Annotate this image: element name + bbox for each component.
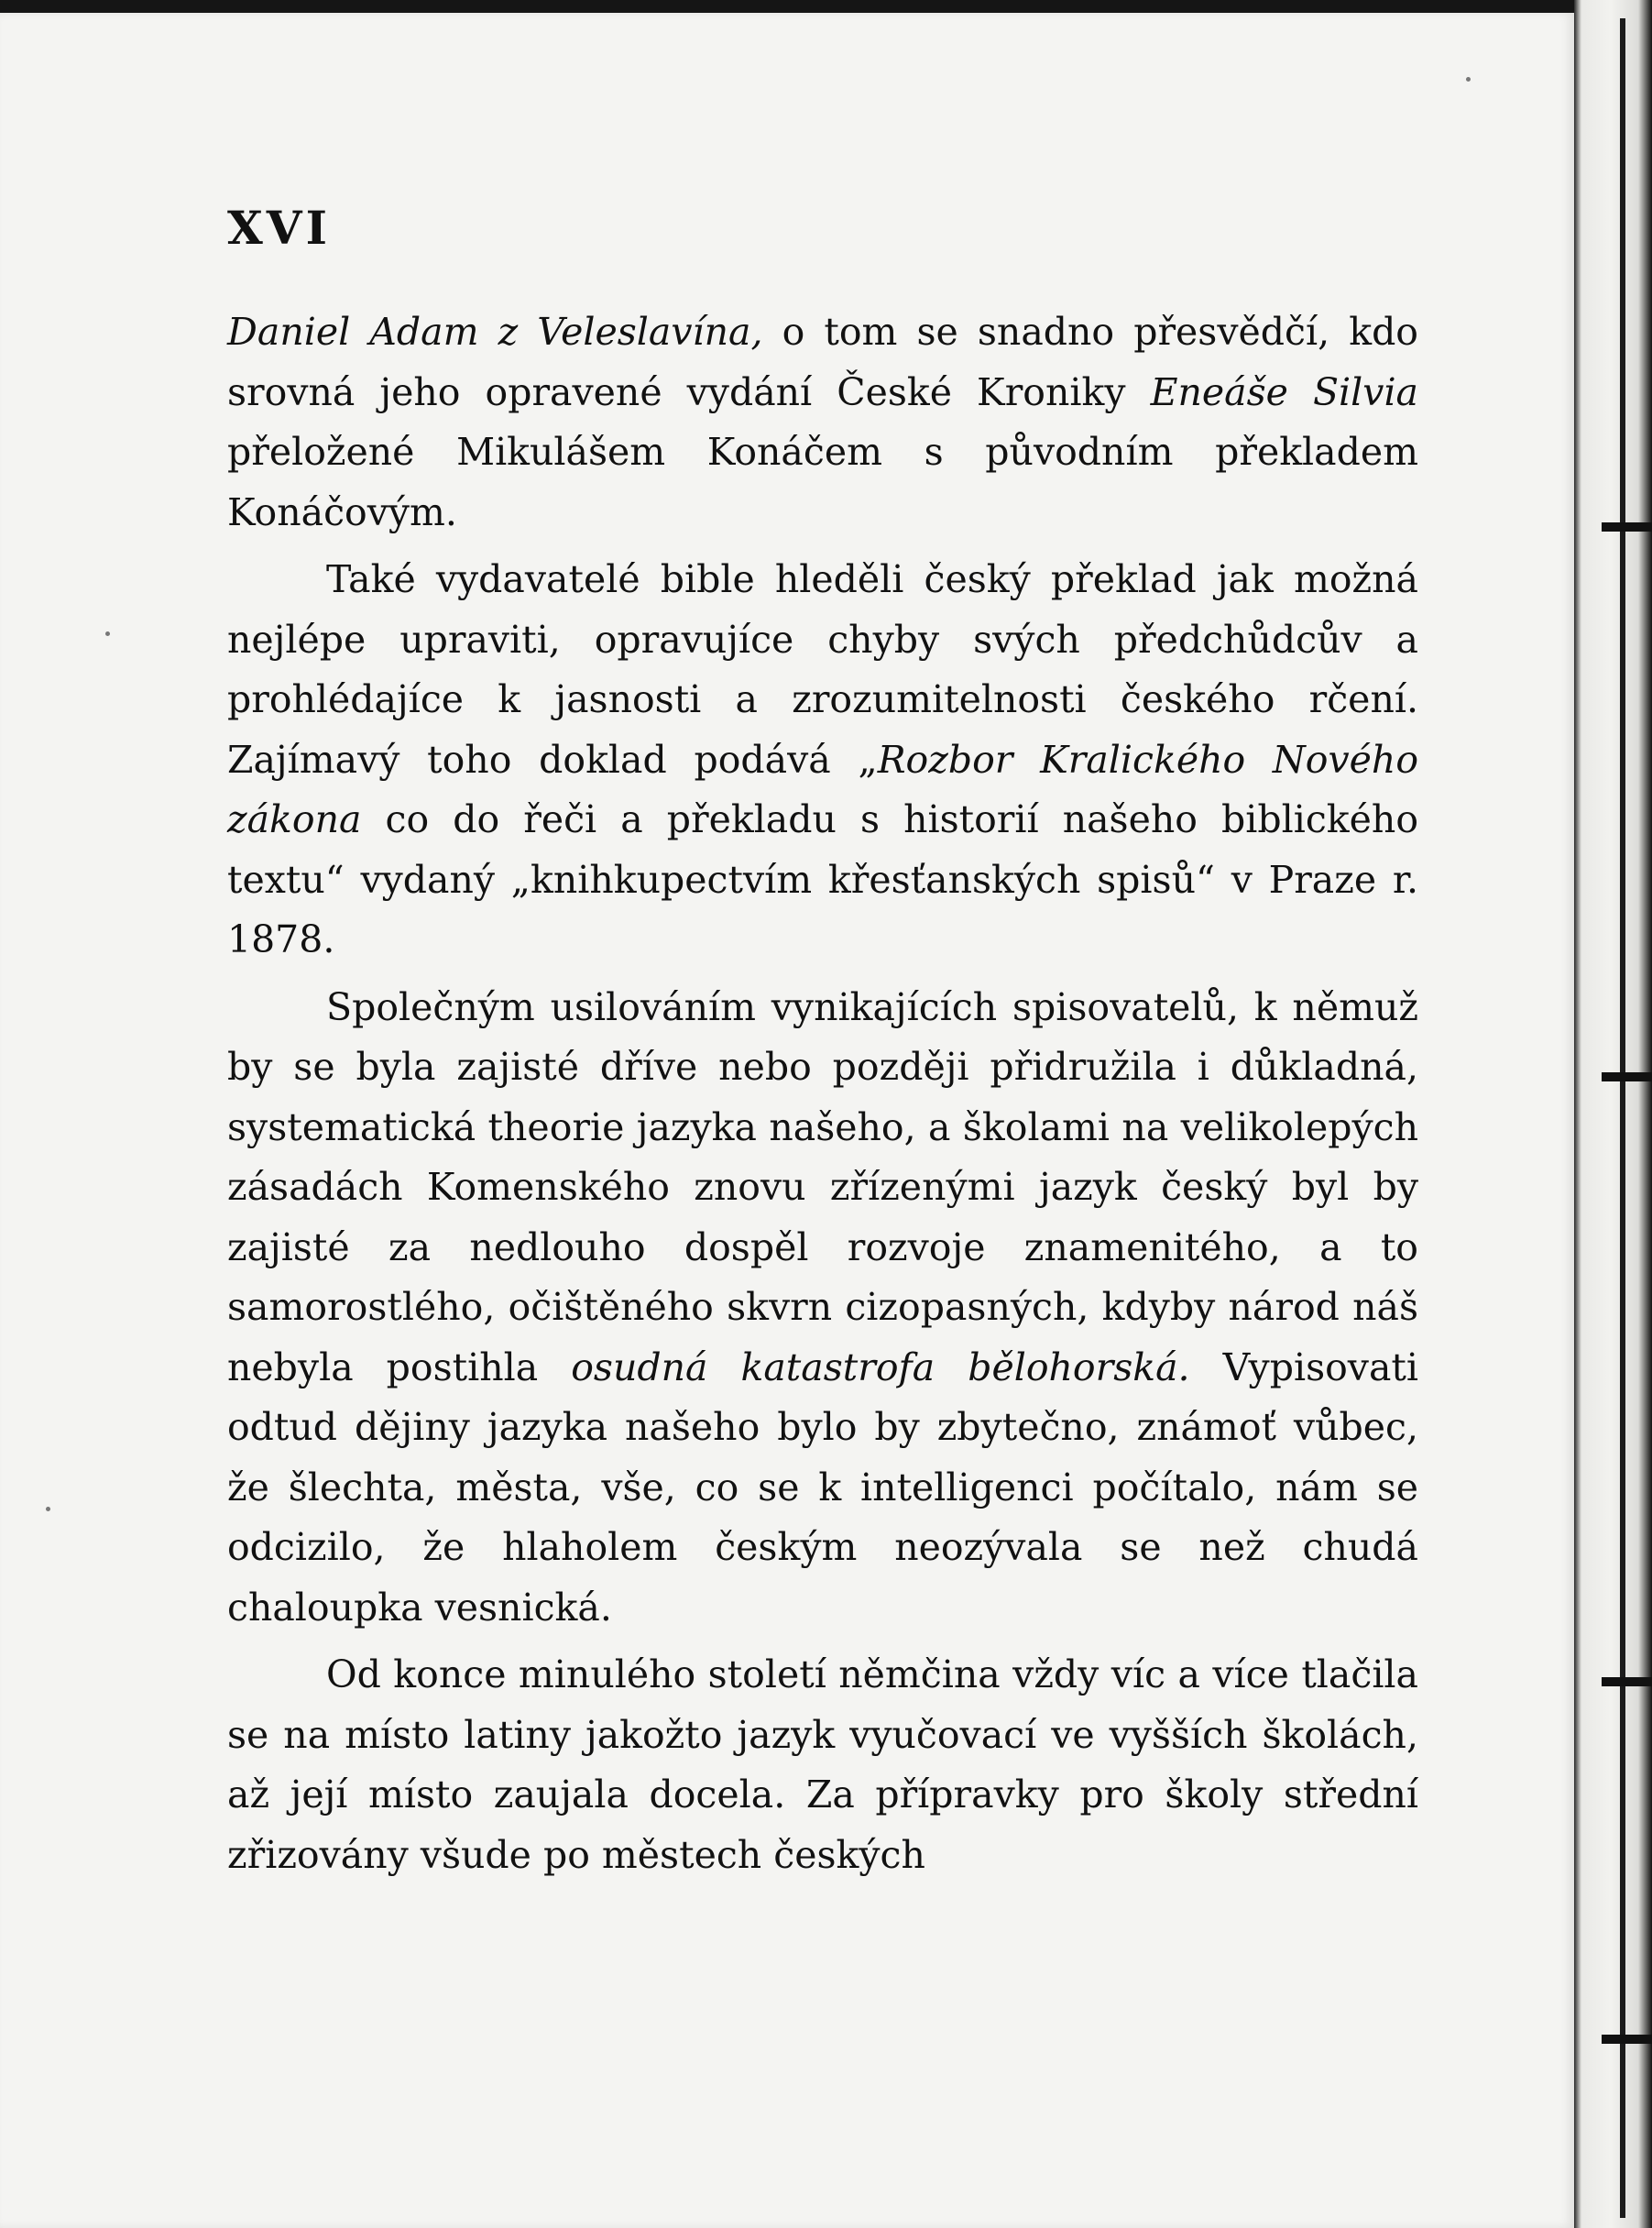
paragraph-2	[227, 550, 1418, 971]
italic-text: Rozbor Kralického Nového zákona	[227, 737, 1418, 841]
paper-sheet	[0, 13, 1574, 2228]
paper-speck	[1466, 77, 1471, 82]
paragraph-3	[227, 978, 1418, 1639]
edge-mark	[1602, 1677, 1652, 1686]
text-run: Vypisovati odtud dějiny jazyka našeho bylo by zbytečno, známoť vůbec, že šlechta, města, vše, co se k intelligenci počítalo, nám se odcizilo, že hlaholem českým neozývala se než chudá chaloupka vesnická.	[227, 1344, 1418, 1630]
paper-speck	[46, 1507, 50, 1511]
edge-mark	[1602, 2035, 1652, 2044]
paragraph-4	[227, 1645, 1418, 1885]
body-text	[227, 302, 1418, 1885]
text-run: Společným usilováním vynikajících spisovatelů, k němuž by se byla zajisté dříve nebo později přidružila i důkladná, systematická theorie jazyka našeho, a školami na velikolepých zásadách Komenského znovu zřízenými jazyk český byl by zajisté za nedlouho dospěl rozvoje znamenitého, a to samorostlého, očištěného skvrn cizopasných, kdyby národ náš nebyla postihla	[227, 984, 1418, 1389]
paragraph-1	[227, 302, 1418, 543]
italic-text: osudná katastrofa bělohorská.	[571, 1344, 1190, 1389]
binding-line	[1620, 18, 1625, 2218]
edge-mark	[1602, 1072, 1652, 1081]
text-run: Od konce minulého století němčina vždy víc a více tlačila se na místo latiny jakožto jazyk vyučovací ve vyšších školách, až její místo zaujala docela. Za přípravky pro školy střední zřizovány všude po městech českých	[227, 1652, 1418, 1877]
text-run: co do řeči a překladu s historií našeho biblického textu“ vydaný „knihkupectvím křesťanských spisů“ v Praze r. 1878.	[227, 797, 1418, 961]
book-edge	[1574, 0, 1652, 2228]
text-run: Také vydavatelé bible hleděli český překlad jak možná nejlépe upraviti, opravujíce chyby svých předchůdcův a prohlédajíce k jasnosti a zrozumitelnosti českého rčení. Zajímavý toho doklad podává „	[227, 557, 1418, 782]
italic-text: Eneáše Silvia	[1150, 369, 1418, 414]
italic-text: Daniel Adam z Veleslavína,	[227, 310, 763, 354]
page-number: XVI	[227, 201, 331, 255]
paper-speck	[105, 631, 110, 636]
edge-mark	[1602, 522, 1652, 532]
text-run: přeložené Mikulášem Konáčem s původním překladem Konáčovým.	[227, 430, 1418, 534]
text-run: o tom se snadno přesvědčí, kdo srovná jeho opravené vydání České Kroniky	[227, 310, 1418, 414]
